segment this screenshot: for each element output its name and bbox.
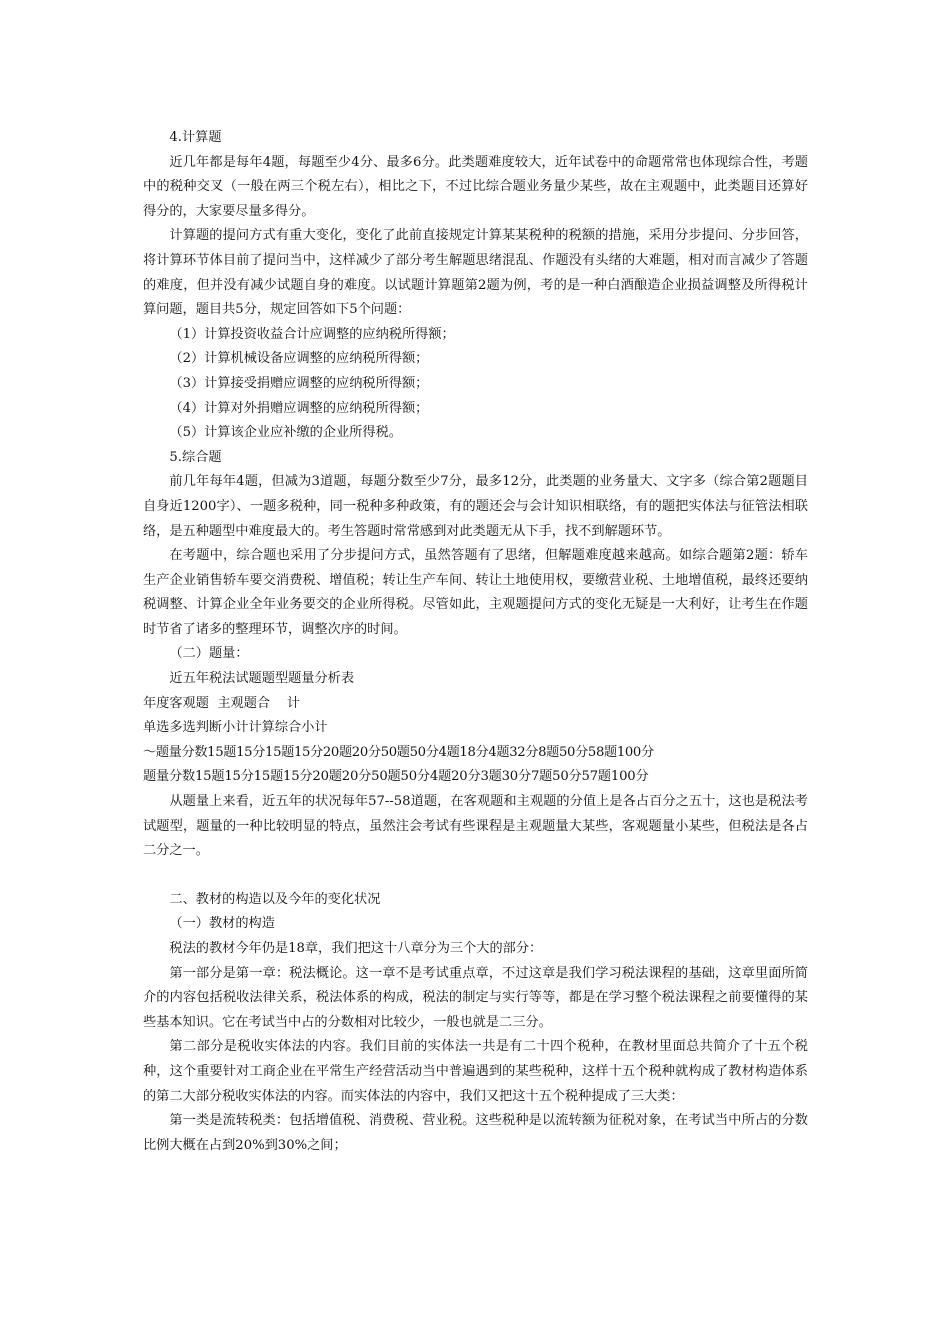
part-heading: 二、教材的构造以及今年的变化状况: [169, 891, 381, 907]
table-row: ～题量分数15题15分15题15分20题20分50题50分4题18分4题32分8题50分58题100分: [143, 744, 654, 760]
paragraph: 第二部分是税收实体法的内容。我们目前的实体法一共是有二十四个税种，在教材里面总共简介了十五个税种，这个重要针对工商企业在平常生产经营活动当中普遍遇到的某些税种，这样十五个税种就构成了教材构造体系的第二大部分税收实体法的内容。而实体法的内容中，我们又把这十五个税种提成了三大类：: [143, 1039, 808, 1104]
paragraph: 从题量上来看，近五年的状况每年57--58道题，在客观题和主观题的分值上是各占百分之五十，这也是税法考试题型，题量的一种比较明显的特点，虽然注会考试有些课程是主观题量大某些，客观题量小某些，但税法是各占二分之一。: [143, 794, 808, 859]
question-item: （1）计算投资收益合计应调整的应纳税所得额；: [169, 326, 455, 342]
question-item: （3）计算接受捐赠应调整的应纳税所得额；: [169, 375, 429, 391]
section-heading-calculation: 4.计算题: [169, 130, 222, 145]
table-row: 题量分数15题15分15题15分20题20分50题50分4题20分3题30分7题50分57题100分: [143, 769, 649, 785]
table-row: 单选多选判断小计计算综合小计: [143, 720, 328, 736]
paragraph: 税法的教材今年仍是18章，我们把这十八章分为三个大的部分：: [169, 941, 543, 956]
question-item: （5）计算该企业应补缴的企业所得税。: [169, 425, 402, 441]
paragraph: 前几年每年4题，但减为3道题，每题分数至少7分，最多12分，此类题的业务量大、文字多（综合第2题题目自身近1200字）、一题多税种，同一税种多种政策，有的题还会与会计知识相联络，有的题把实体法与征管法相联络，是五种题型中难度最大的。考生答题时常常感到对此类题无从下手，找不到解题环节。: [143, 474, 808, 539]
paragraph: 在考题中，综合题也采用了分步提问方式，虽然答题有了思绪，但解题难度越来越高。如综合题第2题：轿车生产企业销售轿车要交消费税、增值税；转让生产车间、转让土地使用权，要缴营业税、土地增值税，最终还要纳税调整、计算企业全年业务要交的企业所得税。尽管如此，主观题提问方式的变化无疑是一大利好，让考生在作题时节省了诸多的整理环节，调整次序的时间。: [143, 548, 808, 637]
table-row: 年度客观题 主观题合 计: [143, 695, 301, 711]
subsection-heading-quantity: （二）题量：: [169, 646, 249, 662]
document-page: [143, 126, 808, 1158]
table-title: 近五年税法试题题型题量分析表: [169, 671, 355, 687]
subsection-heading-structure: （一）教材的构造: [169, 916, 275, 932]
paragraph: 近几年都是每年4题，每题至少4分、最多6分。此类题难度较大，近年试卷中的命题常常也体现综合性，考题中的税种交叉（一般在两三个税左右），相比之下，不过比综合题业务量少某些，故在主观题中，此类题目还算好得分的，大家要尽量多得分。: [143, 154, 808, 219]
spacer: [143, 864, 808, 888]
section-heading-comprehensive: 5.综合题: [169, 449, 222, 465]
paragraph: 第一部分是第一章：税法概论。这一章不是考试重点章，不过这章是我们学习税法课程的基础，这章里面所简介的内容包括税收法律关系，税法体系的构成，税法的制定与实行等等，都是在学习整个税法课程之前要懂得的某些基本知识。它在考试当中占的分数相对比较少，一般也就是二三分。: [143, 965, 808, 1030]
question-item: （2）计算机械设备应调整的应纳税所得额；: [169, 351, 429, 367]
question-item: （4）计算对外捐赠应调整的应纳税所得额；: [169, 400, 429, 416]
paragraph: 计算题的提问方式有重大变化，变化了此前直接规定计算某某税种的税额的措施，采用分步提问、分步回答，将计算环节体目前了提问当中，这样减少了部分考生解题思绪混乱、作题没有头绪的大难题，相对而言减少了答题的难度，但并没有减少试题自身的难度。以试题计算题第2题为例，考的是一种白酒酿造企业损益调整及所得税计算问题，题目共5分，规定回答如下5个问题：: [143, 228, 808, 318]
paragraph: 第一类是流转税类：包括增值税、消费税、营业税。这些税种是以流转额为征税对象，在考试当中所占的分数比例大概在占到20%到30%之间；: [143, 1113, 808, 1153]
